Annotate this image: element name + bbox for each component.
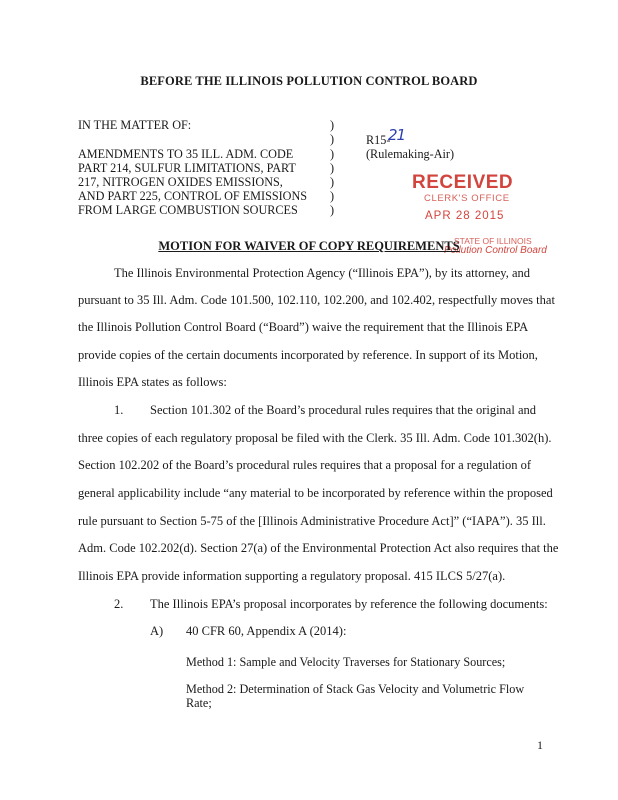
intro-line-3: the Illinois Pollution Control Board (“Board”) waive the requirement that the Illinois EPA [78,320,529,334]
paragraph-1-line-4: general applicability include “any material to be incorporated by reference within the proposed [78,486,553,500]
paragraph-2-number: 2. [114,597,124,611]
paragraph-1-line-5: rule pursuant to Section 5-75 of the [Illinois Administrative Procedure Act]” (“IAPA”). 35 Ill. [78,514,546,528]
method-2-line-2: Rate; [186,696,212,710]
caption-line-5: FROM LARGE COMBUSTION SOURCES [78,203,298,217]
list-item-text: 40 CFR 60, Appendix A (2014): [186,624,347,638]
docket-handwritten-number: 21 [388,126,406,144]
motion-title: MOTION FOR WAIVER OF COPY REQUIREMENTS [158,239,460,253]
method-2-line-1: Method 2: Determination of Stack Gas Velocity and Volumetric Flow [186,682,525,696]
paragraph-1-line-2: three copies of each regulatory proposal be filed with the Clerk. 35 Ill. Adm. Code 101.302(h). [78,431,552,445]
paragraph-1-line-6: Adm. Code 102.202(d). Section 27(a) of the Environmental Protection Act also requires that the [78,541,559,555]
page-number: 1 [537,738,543,752]
stamp-date: APR 28 2015 [425,210,505,222]
docket-type: (Rulemaking-Air) [366,147,454,161]
caption-line-4: AND PART 225, CONTROL OF EMISSIONS [78,189,308,203]
intro-line-4: provide copies of the certain documents incorporated by reference. In support of its Motion, [78,348,538,362]
stamp-state: STATE OF ILLINOIS [454,236,532,246]
paragraph-2-text: The Illinois EPA’s proposal incorporates by reference the following documents: [150,597,548,611]
paragraph-1-line-1: Section 101.302 of the Board’s procedural rules requires that the original and [150,403,537,417]
intro-line-5: Illinois EPA states as follows: [78,375,227,389]
caption-line-1: AMENDMENTS TO 35 ILL. ADM. CODE [78,147,294,161]
stamp-office: CLERK'S OFFICE [424,193,510,204]
caption-line-2: PART 214, SULFUR LIMITATIONS, PART [78,161,296,175]
paragraph-1-line-3: Section 102.202 of the Board’s procedural rules requires that a proposal for a regulation of [78,458,531,472]
method-1: Method 1: Sample and Velocity Traverses for Stationary Sources; [186,655,506,669]
intro-line-1: The Illinois Environmental Protection Agency (“Illinois EPA”), by its attorney, and [114,266,531,280]
paragraph-1-line-7: Illinois EPA provide information supporting a regulatory proposal. 415 ILCS 5/27(a). [78,569,506,583]
paragraph-1-number: 1. [114,403,124,417]
stamp-board: Pollution Control Board [444,245,547,256]
document-heading: BEFORE THE ILLINOIS POLLUTION CONTROL BOARD [140,74,478,88]
docket-prefix: R15- [366,133,391,147]
caption-line-3: 217, NITROGEN OXIDES EMISSIONS, [78,175,283,189]
list-item-label: A) [150,624,164,638]
stamp-received: RECEIVED [412,172,514,193]
caption-matter: IN THE MATTER OF: [78,118,192,132]
intro-line-2: pursuant to 35 Ill. Adm. Code 101.500, 102.110, 102.200, and 102.402, respectfully moves that [78,293,555,307]
